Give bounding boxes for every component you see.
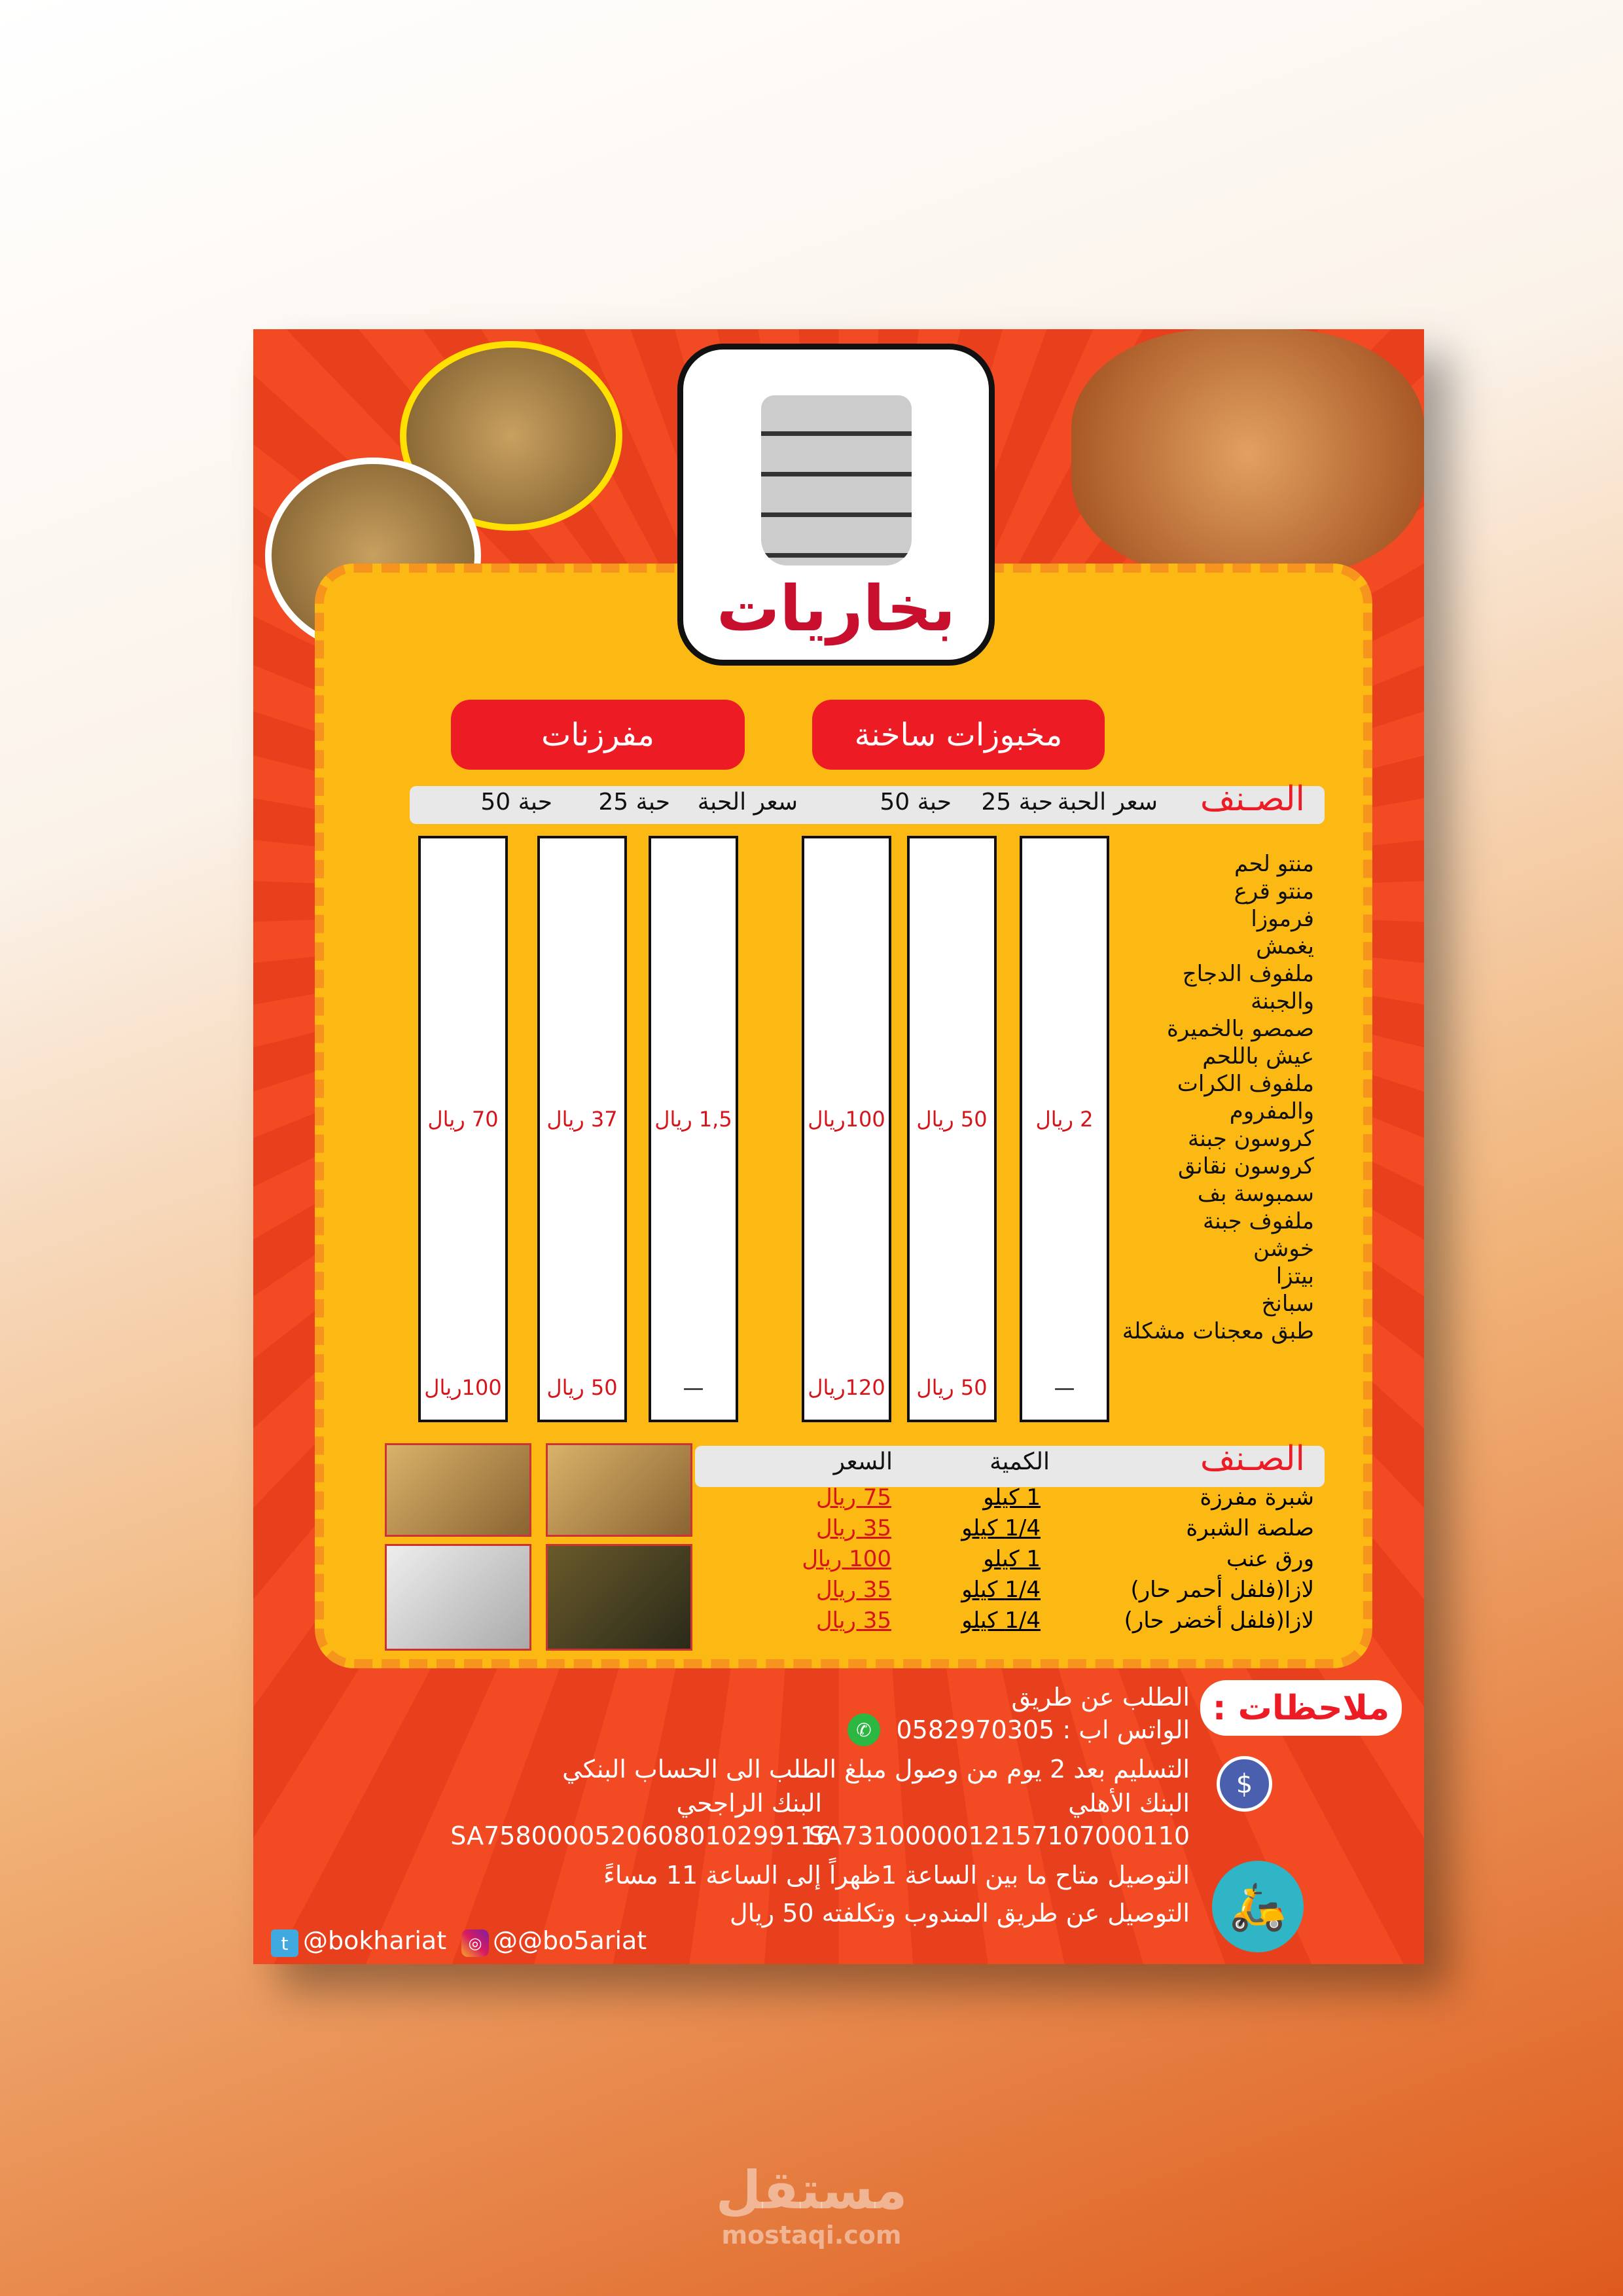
hot-25-column — [907, 836, 997, 1422]
header-frozen-50: 50 حبة — [480, 789, 552, 816]
menu-item: بيتزا — [1275, 1263, 1314, 1289]
menu-item: فرموزا — [1251, 906, 1314, 932]
row-price: 35 ريال — [815, 1515, 891, 1541]
note-bank2: البنك الراجحي — [676, 1789, 822, 1818]
section-frozen: مفرزنات — [451, 700, 745, 770]
section-hot-bakes: مخبوزات ساخنة — [812, 700, 1105, 770]
row-item: لازا(فلفل أخضر حار) — [1124, 1607, 1314, 1634]
note-hours: التوصيل متاح ما بين الساعة 1ظهراً إلى الساعة 11 مساءً — [603, 1861, 1190, 1890]
menu-item: خوشن — [1253, 1236, 1314, 1262]
header-hot-piece: سعر الحبة — [1057, 789, 1158, 816]
menu-item: صمصو بالخميرة — [1166, 1016, 1314, 1042]
row-price: 35 ريال — [815, 1577, 891, 1603]
food-thumb — [385, 1443, 531, 1537]
item-list — [1118, 850, 1314, 1345]
twitter-icon: t — [271, 1929, 298, 1957]
header-frozen-piece: سعر الحبة — [697, 789, 798, 816]
twitter-handle[interactable]: @bokhariat — [303, 1926, 447, 1955]
row-qty: 1 كيلو — [983, 1546, 1041, 1572]
row-qty: 1/4 كيلو — [961, 1515, 1041, 1541]
row-qty: 1/4 كيلو — [961, 1607, 1041, 1634]
note-bank1: البنك الأهلي — [1068, 1789, 1190, 1818]
note-order-via: الطلب عن طريق — [1011, 1683, 1190, 1712]
row-price: 100 ريال — [802, 1546, 891, 1572]
whatsapp-icon: ✆ — [847, 1713, 880, 1746]
logo — [677, 344, 995, 666]
menu-flyer — [253, 329, 1424, 1964]
watermark — [707, 2160, 916, 2250]
note-delivery: التسليم بعد 2 يوم من وصول مبلغ الطلب الى الحساب البنكي — [562, 1755, 1190, 1784]
table-header — [410, 780, 1325, 824]
brand-name: بخاريات — [716, 572, 956, 645]
header-price: السعر — [833, 1448, 893, 1475]
header-hot-25: 25 حبة — [981, 789, 1053, 816]
food-thumb — [546, 1443, 692, 1537]
hot-50-column — [802, 836, 891, 1422]
price-cell: 100ريال — [808, 1107, 885, 1132]
hot-piece-column — [1020, 836, 1109, 1422]
menu-item: يغمش — [1256, 933, 1314, 960]
price-cell: — — [683, 1375, 704, 1400]
price-cell: — — [1054, 1375, 1075, 1400]
instagram-icon: ◎ — [461, 1929, 489, 1957]
price-cell: 2 ريال — [1035, 1107, 1094, 1132]
price-cell: 37 ريال — [546, 1107, 618, 1132]
menu-item: كروسون نقانق — [1177, 1153, 1314, 1179]
row-price: 75 ريال — [815, 1484, 891, 1511]
payment-icon: $ — [1217, 1756, 1272, 1812]
row-qty: 1 كيلو — [983, 1484, 1041, 1511]
instagram-handle[interactable]: @@bo5ariat — [493, 1926, 647, 1955]
note-whatsapp: الواتس اب : 0582970305 — [896, 1715, 1190, 1744]
header-item: الصـنف — [1200, 1439, 1305, 1479]
note-cost: التوصيل عن طريق المندوب وتكلفته 50 ريال — [730, 1899, 1190, 1928]
price-cell: 1,5 ريال — [654, 1107, 732, 1132]
menu-item: ملفوف جبنة — [1202, 1208, 1314, 1234]
menu-item: عيش باللحم — [1202, 1043, 1314, 1069]
frozen-50-column — [418, 836, 508, 1422]
steamer-pot-icon — [761, 395, 912, 565]
header-hot-50: 50 حبة — [880, 789, 952, 816]
row-item: صلصة الشبرة — [1186, 1515, 1314, 1541]
menu-item: سمبوسة بف — [1197, 1181, 1314, 1207]
row-item: لازا(فلفل أحمر حار) — [1130, 1577, 1314, 1603]
notes-title: ملاحظات : — [1200, 1680, 1402, 1736]
iban-alahli: SA7310000012157107000110 — [808, 1821, 1190, 1850]
frozen-piece-column — [649, 836, 738, 1422]
delivery-scooter-icon: 🛵 — [1212, 1861, 1304, 1952]
price-cell: 120ريال — [808, 1375, 885, 1400]
price-cell: 70 ريال — [427, 1107, 499, 1132]
food-thumb — [385, 1544, 531, 1651]
watermark-ar: مستقل — [715, 2160, 908, 2221]
price-cell: 100ريال — [424, 1375, 502, 1400]
menu-item: طبق معجنات مشكلة — [1122, 1318, 1314, 1344]
row-price: 35 ريال — [815, 1607, 891, 1634]
menu-item: سبانخ — [1261, 1291, 1314, 1317]
table2-header — [695, 1439, 1325, 1487]
iban-alrajhi: SA7580000520608010299116 — [450, 1821, 832, 1850]
frozen-25-column — [537, 836, 627, 1422]
row-qty: 1/4 كيلو — [961, 1577, 1041, 1603]
header-qty: الكمية — [990, 1448, 1050, 1475]
row-item: ورق عنب — [1226, 1546, 1314, 1572]
watermark-en: mostaqi.com — [721, 2221, 902, 2250]
header-frozen-25: 25 حبة — [598, 789, 670, 816]
food-photo-sausage-buns — [1071, 329, 1424, 578]
price-cell: 50 ريال — [916, 1107, 988, 1132]
menu-item: ملفوف الكرات والمفروم — [1177, 1071, 1314, 1124]
price-cell: 50 ريال — [546, 1375, 618, 1400]
price-cell: 50 ريال — [916, 1375, 988, 1400]
menu-item: منتو قرع — [1234, 878, 1314, 905]
food-thumb — [546, 1544, 692, 1651]
menu-item: ملفوف الدجاج والجبنة — [1182, 961, 1314, 1014]
header-item: الصـنف — [1200, 780, 1305, 819]
row-item: شبرة مفرزة — [1200, 1484, 1314, 1511]
menu-item: منتو لحم — [1234, 851, 1314, 877]
menu-item: كروسون جبنة — [1188, 1126, 1314, 1152]
